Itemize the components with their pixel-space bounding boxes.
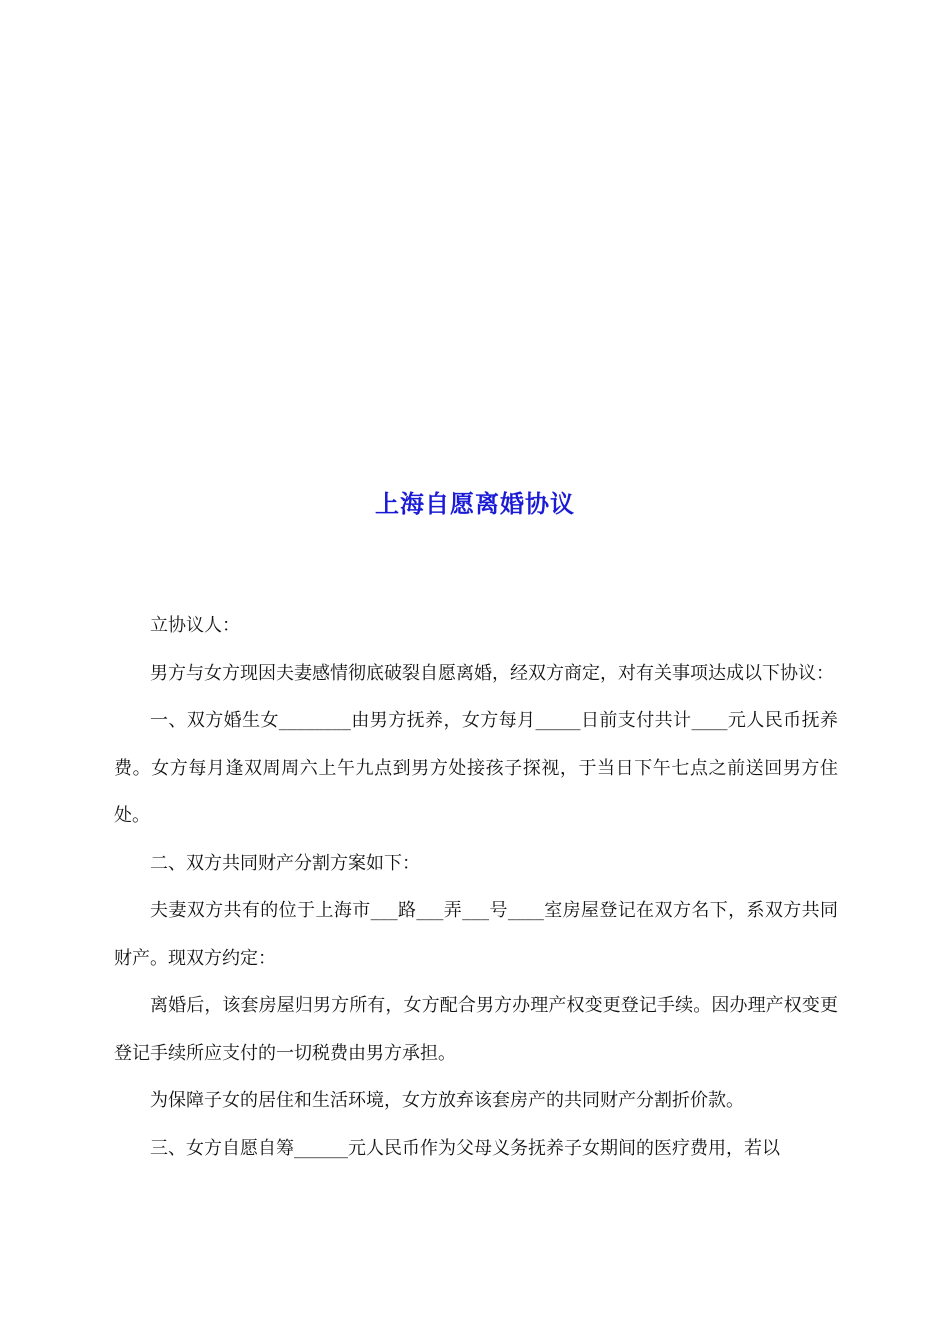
paragraph-clause-3: 三、女方自愿自筹______元人民币作为父母义务抚养子女期间的医疗费用，若以	[150, 1137, 780, 1159]
paragraph-intro: 男方与女方现因夫妻感情彻底破裂自愿离婚，经双方商定，对有关事项达成以下协议：	[150, 662, 834, 684]
paragraph-parties: 立协议人：	[150, 615, 240, 636]
document-title: 上海自愿离婚协议	[375, 489, 575, 518]
paragraph-property-waiver: 为保障子女的居住和生活环境，女方放弃该套房产的共同财产分割折价款。	[150, 1090, 744, 1111]
document-body	[114, 602, 838, 1172]
paragraph-clause-1: 一、双方婚生女________由男方抚养，女方每月_____日前支付共计____元人民币抚养费。女方每月逢双周周六上午九点到男方处接孩子探视，于当日下午七点之前送回男方住处。	[114, 710, 838, 826]
paragraph-property: 夫妻双方共有的位于上海市___路___弄___号____室房屋登记在双方名下，系双方共同财产。现双方约定：	[114, 900, 838, 969]
paragraph-clause-2-heading: 二、双方共同财产分割方案如下：	[150, 852, 420, 874]
paragraph-property-ownership: 离婚后，该套房屋归男方所有，女方配合男方办理产权变更登记手续。因办理产权变更登记手续所应支付的一切税费由男方承担。	[114, 995, 838, 1064]
